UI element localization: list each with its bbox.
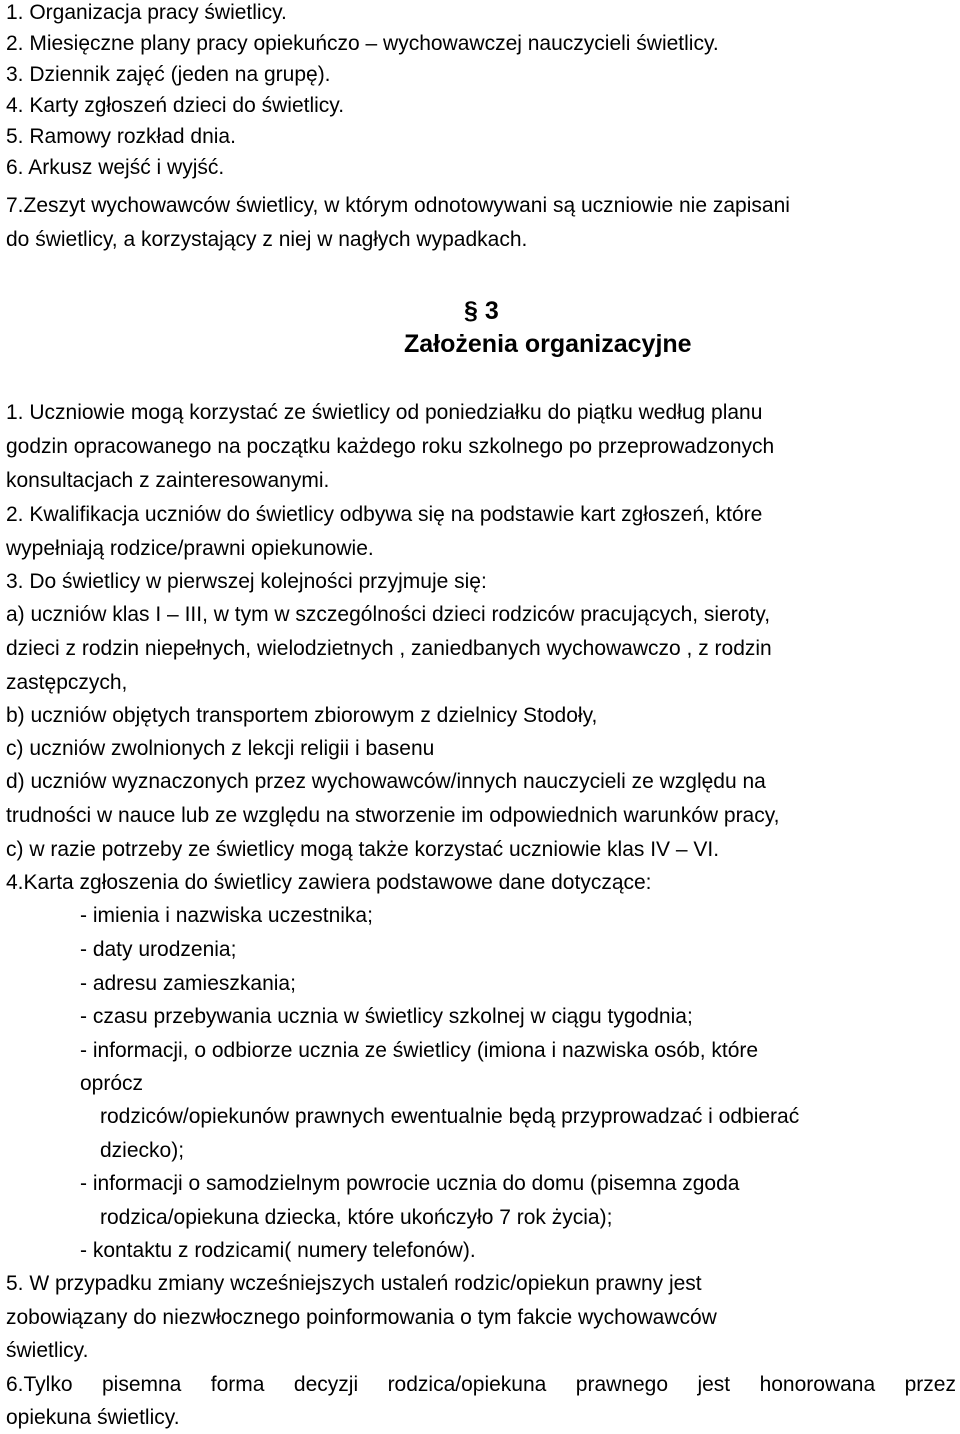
list-item: rodziców/opiekunów prawnych ewentualnie będą przyprowadzać i odbierać: [100, 1105, 800, 1128]
paragraph-line: d) uczniów wyznaczonych przez wychowawców/innych nauczycieli ze względu na: [6, 770, 766, 793]
list-item: 1. Organizacja pracy świetlicy.: [6, 1, 287, 24]
list-item: do świetlicy, a korzystający z niej w nagłych wypadkach.: [6, 228, 528, 251]
list-item: - informacji o samodzielnym powrocie ucznia do domu (pisemna zgoda: [80, 1172, 740, 1195]
list-item: - imienia i nazwiska uczestnika;: [80, 904, 373, 927]
paragraph-line: trudności w nauce lub ze względu na stworzenie im odpowiednich warunków pracy,: [6, 804, 780, 827]
list-item: - daty urodzenia;: [80, 938, 237, 961]
list-item: - kontaktu z rodzicami( numery telefonów).: [80, 1239, 476, 1262]
list-item: - informacji, o odbiorze ucznia ze świetlicy (imiona i nazwiska osób, które: [80, 1039, 759, 1062]
word: prawnego: [575, 1373, 669, 1396]
word: rodzica/opiekuna: [387, 1373, 547, 1396]
word: jest: [697, 1373, 731, 1396]
paragraph-line: dzieci z rodzin niepełnych, wielodzietnych , zaniedbanych wychowawczo , z rodzin: [6, 637, 772, 660]
paragraph-line: c) uczniów zwolnionych z lekcji religii i basenu: [6, 737, 435, 760]
paragraph-line: b) uczniów objętych transportem zbiorowym z dzielnicy Stodoły,: [6, 704, 598, 727]
list-item: - czasu przebywania ucznia w świetlicy szkolnej w ciągu tygodnia;: [80, 1005, 693, 1028]
list-item: 2. Miesięczne plany pracy opiekuńczo – wychowawczej nauczycieli świetlicy.: [6, 32, 719, 55]
paragraph-line: a) uczniów klas I – III, w tym w szczególności dzieci rodziców pracujących, sieroty,: [6, 603, 771, 626]
paragraph-line: zastępczych,: [6, 671, 128, 694]
section-number: § 3: [464, 297, 499, 325]
list-item: 6. Arkusz wejść i wyjść.: [6, 156, 225, 179]
word: pisemna: [101, 1373, 182, 1396]
list-item: 7.Zeszyt wychowawców świetlicy, w którym odnotowywani są uczniowie nie zapisani: [6, 194, 790, 217]
paragraph-line: wypełniają rodzice/prawni opiekunowie.: [6, 537, 374, 560]
paragraph-line: 5. W przypadku zmiany wcześniejszych ustaleń rodzic/opiekun prawny jest: [6, 1272, 702, 1295]
paragraph-line: świetlicy.: [6, 1339, 89, 1362]
word: 6.Tylko: [6, 1373, 73, 1396]
word: decyzji: [293, 1373, 359, 1396]
paragraph-line: 3. Do świetlicy w pierwszej kolejności przyjmuje się:: [6, 570, 487, 593]
section-heading: Założenia organizacyjne: [404, 330, 692, 358]
list-item: rodzica/opiekuna dziecka, które ukończyło 7 rok życia);: [100, 1206, 613, 1229]
paragraph-line: 4.Karta zgłoszenia do świetlicy zawiera podstawowe dane dotyczące:: [6, 871, 652, 894]
word: przez: [904, 1373, 956, 1396]
paragraph-line-justified: [6, 1372, 956, 1398]
list-item: 4. Karty zgłoszeń dzieci do świetlicy.: [6, 94, 345, 117]
paragraph-line: 1. Uczniowie mogą korzystać ze świetlicy od poniedziałku do piątku według planu: [6, 401, 763, 424]
word: honorowana: [759, 1373, 876, 1396]
list-item: 3. Dziennik zajęć (jeden na grupę).: [6, 63, 331, 86]
paragraph-line: konsultacjach z zainteresowanymi.: [6, 469, 330, 492]
list-item: 5. Ramowy rozkład dnia.: [6, 125, 236, 148]
list-item: - adresu zamieszkania;: [80, 972, 296, 995]
paragraph-line: zobowiązany do niezwłocznego poinformowania o tym fakcie wychowawców: [6, 1306, 717, 1329]
paragraph-line: c) w razie potrzeby ze świetlicy mogą także korzystać uczniowie klas IV – VI.: [6, 838, 720, 861]
list-item: dziecko);: [100, 1139, 185, 1162]
paragraph-line: 2. Kwalifikacja uczniów do świetlicy odbywa się na podstawie kart zgłoszeń, które: [6, 503, 763, 526]
list-item: oprócz: [80, 1072, 144, 1095]
word: forma: [210, 1373, 265, 1396]
paragraph-line: godzin opracowanego na początku każdego roku szkolnego po przeprowadzonych: [6, 435, 775, 458]
paragraph-line: opiekuna świetlicy.: [6, 1406, 180, 1429]
